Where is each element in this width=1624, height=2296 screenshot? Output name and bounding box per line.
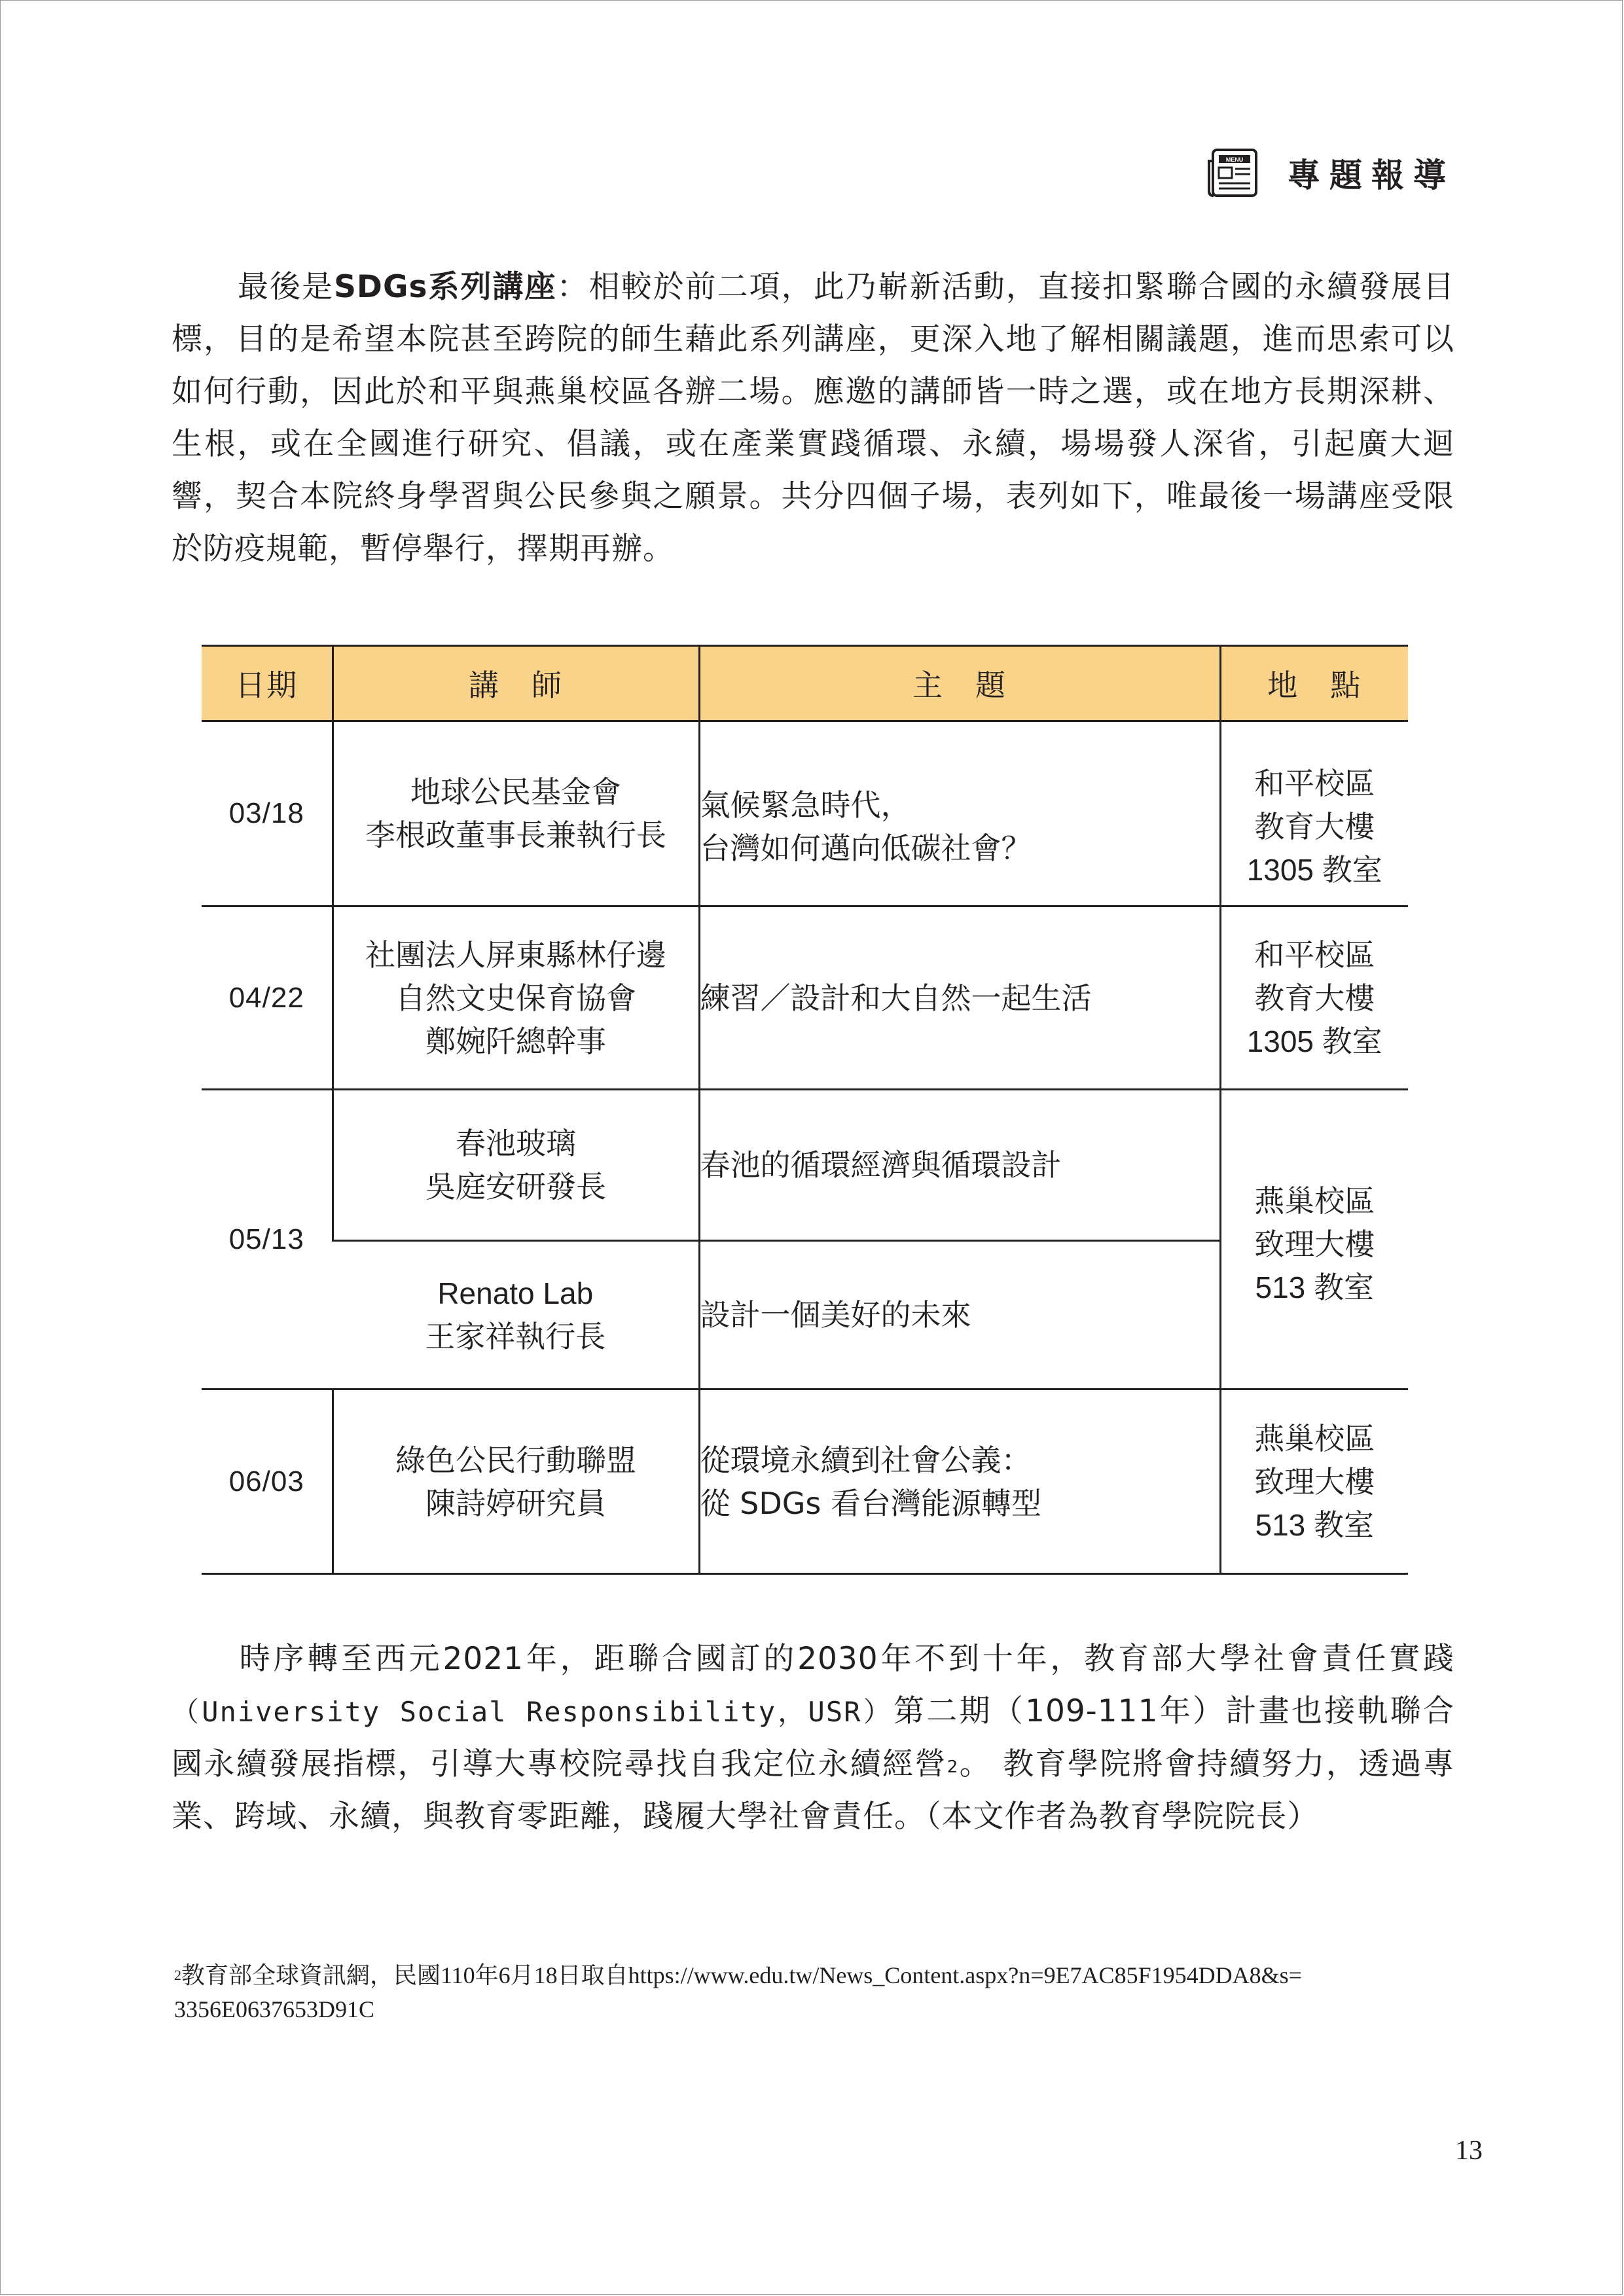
row-speaker — [333, 721, 699, 906]
speaker-name: 陳詩婷研究員 — [425, 1485, 606, 1521]
row-speaker — [333, 1241, 699, 1390]
table-header-row — [202, 646, 1408, 721]
footnote-text-line-1: 教育部全球資訊網，民國110年6月18日取自https://www.edu.tw/News_Content.aspx?n=9E7AC85F1954DDA8&s= — [181, 1962, 1302, 1988]
topic-line: 春池的循環經濟與循環設計 — [700, 1147, 1062, 1183]
venue-room: 1305 教室 — [1246, 1024, 1382, 1058]
speaker-name: 吳庭安研發長 — [425, 1169, 606, 1204]
venue-building: 致理大樓 — [1254, 1226, 1375, 1262]
paragraph-part: 。 教育學院將會持續努力，透過專業、跨域、永續，與教育零距離，踐履大學社會責任。（本文作者為教育學院院長） — [171, 1746, 1454, 1835]
speaker-org: 自然文史保育協會 — [395, 980, 636, 1016]
header-speaker: 講 師 — [333, 646, 699, 721]
venue-campus: 和平校區 — [1254, 937, 1375, 973]
row-topic — [699, 1090, 1220, 1241]
speaker-org: 春池玻璃 — [456, 1126, 576, 1161]
table-row — [202, 721, 1408, 906]
topic-line: 設計一個美好的未來 — [700, 1297, 971, 1333]
paragraph-sdgs-lectures — [171, 261, 1454, 575]
row-date: 06/03 — [202, 1390, 333, 1574]
section-header — [1208, 148, 1455, 198]
venue-room: 513 教室 — [1255, 1270, 1375, 1304]
table-row — [202, 1090, 1408, 1241]
row-speaker — [333, 1090, 699, 1241]
venue-building: 致理大樓 — [1254, 1463, 1375, 1499]
speaker-name: 王家祥執行長 — [425, 1319, 606, 1354]
row-date: 03/18 — [202, 721, 333, 906]
venue-room: 1305 教室 — [1246, 853, 1382, 887]
row-speaker — [333, 1390, 699, 1574]
row-venue — [1220, 721, 1408, 906]
speaker-org: Renato Lab — [437, 1276, 594, 1310]
row-topic — [699, 906, 1220, 1090]
row-venue — [1220, 906, 1408, 1090]
paragraph-body: ：相較於前二項，此乃嶄新活動，直接扣緊聯合國的永續發展目標，目的是希望本院甚至跨院的師生藉此系列講座，更深入地了解相關議題，進而思索可以如何行動，因此於和平與燕巢校區各辦二場。應邀的講師皆一時之選，或在地方長期深耕、生根，或在全國進行研究、倡議，或在產業實踐循環、永續，場場發人深省，引起廣大迴響，契合本院終身學習與公民參與之願景。共分四個子場，表列如下，唯最後一場講座受限於防疫規範，暫停舉行，擇期再辦。 — [171, 269, 1455, 567]
header-topic: 主 題 — [699, 646, 1220, 721]
footnote-line — [174, 1958, 1457, 1992]
paragraph-bold-term: SDGs系列講座 — [334, 269, 557, 305]
venue-room: 513 教室 — [1255, 1507, 1375, 1542]
topic-line: 練習／設計和大自然一起生活 — [700, 980, 1092, 1016]
footnote-text-line-2: 3356E0637653D91C — [174, 1996, 374, 2022]
footnote-line — [174, 1992, 1457, 2026]
header-date: 日期 — [202, 646, 333, 721]
lecture-schedule-table — [202, 645, 1408, 1575]
icon-menu-text: MENU — [1225, 156, 1244, 163]
newspaper-menu-icon — [1208, 148, 1261, 198]
speaker-name: 鄭婉阡總幹事 — [425, 1023, 606, 1059]
topic-line: 從 SDGs 看台灣能源轉型 — [700, 1485, 1041, 1521]
speaker-name: 李根政董事長兼執行長 — [365, 817, 666, 853]
venue-campus: 燕巢校區 — [1254, 1183, 1375, 1219]
paragraph-lead: 最後是 — [237, 269, 334, 305]
row-date: 05/13 — [202, 1090, 333, 1390]
row-venue — [1220, 1390, 1408, 1574]
footnote-marker: 2 — [174, 1967, 181, 1983]
row-speaker — [333, 906, 699, 1090]
row-venue — [1220, 1090, 1408, 1390]
table-row — [202, 1390, 1408, 1574]
row-topic — [699, 1241, 1220, 1390]
header-venue: 地 點 — [1220, 646, 1408, 721]
table-row — [202, 906, 1408, 1090]
speaker-org: 綠色公民行動聯盟 — [395, 1442, 636, 1478]
speaker-org: 社團法人屏東縣林仔邊 — [365, 937, 666, 973]
footnote-reference: 2 — [947, 1757, 959, 1777]
paragraph-part: 第二期（109-111年）計畫也接軌聯合國永續發展指標，引導大專校院尋找自我定位永續經營 — [171, 1693, 1454, 1782]
footnote-container — [174, 1958, 1457, 2026]
speaker-org: 地球公民基金會 — [410, 774, 621, 810]
paragraph-usr — [171, 1633, 1454, 1843]
paragraph-usr-name: （University Social Responsibility，USR） — [171, 1696, 893, 1728]
topic-line: 從環境永續到社會公義： — [700, 1442, 1032, 1478]
page-number: 13 — [1455, 2136, 1483, 2166]
row-topic — [699, 721, 1220, 906]
venue-building: 教育大樓 — [1254, 980, 1375, 1016]
venue-building: 教育大樓 — [1254, 809, 1375, 844]
section-title: 專題報導 — [1288, 156, 1455, 194]
row-topic — [699, 1390, 1220, 1574]
topic-line: 台灣如何邁向低碳社會？ — [700, 831, 1032, 866]
venue-campus: 燕巢校區 — [1254, 1420, 1375, 1456]
row-date: 04/22 — [202, 906, 333, 1090]
venue-campus: 和平校區 — [1254, 766, 1375, 801]
paragraph-part: 時序轉至西元2021年，距聯合國訂的2030年不到十年，教育部大學社會責任實踐 — [237, 1641, 1454, 1677]
topic-line: 氣候緊急時代， — [700, 787, 911, 823]
